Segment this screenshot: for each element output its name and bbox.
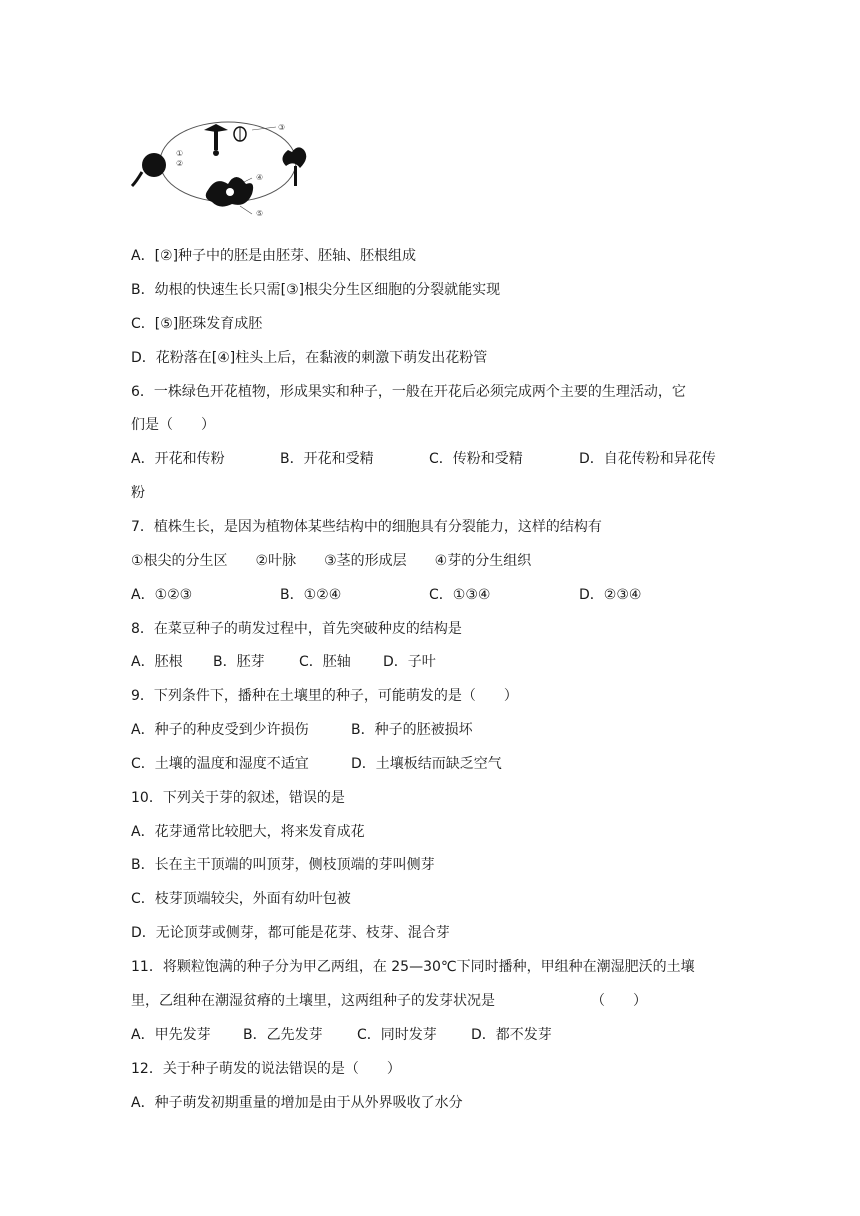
q5-option-c: C．[⑤]胚珠发育成胚 <box>131 316 263 332</box>
q6-option-a: A．开花和传粉 <box>131 451 225 467</box>
q7-option-b: B．①②④ <box>280 587 342 603</box>
q11-answer-paren: （ ） <box>591 993 647 1009</box>
label-2: ② <box>176 159 184 168</box>
q6-option-d-wrap: 粉 <box>131 485 145 501</box>
q6-stem: 6．一株绿色开花植物，形成果实和种子，一般在开花后必须完成两个主要的生理活动，它 <box>131 384 686 400</box>
q11-option-a: A．甲先发芽 <box>131 1027 211 1043</box>
q6-stem-cont: 们是（ ） <box>131 417 215 433</box>
adult-plant-figure <box>282 147 306 186</box>
q5-option-b: B．幼根的快速生长只需[③]根尖分生区细胞的分裂就能实现 <box>131 282 501 298</box>
q12-stem: 12．关于种子萌发的说法错误的是（ ） <box>131 1061 401 1077</box>
seed-figure <box>132 153 166 186</box>
q11-option-c: C．同时发芽 <box>357 1027 437 1043</box>
q9-option-d: D．土壤板结而缺乏空气 <box>351 756 502 772</box>
q8-option-d: D．子叶 <box>383 654 436 670</box>
label-5: ⑤ <box>256 209 264 218</box>
q7-option-a: A．①②③ <box>131 587 193 603</box>
q7-option-d: D．②③④ <box>579 587 642 603</box>
q5-option-a: A．[②]种子中的胚是由胚芽、胚轴、胚根组成 <box>131 248 417 264</box>
plant-life-cycle-diagram <box>128 110 328 220</box>
q9-option-c: C．土壤的温度和湿度不适宜 <box>131 756 309 772</box>
q11-stem: 11．将颗粒饱满的种子分为甲乙两组，在 25—30℃下同时播种，甲组种在潮湿肥沃的土壤 <box>131 959 695 975</box>
q11-option-b: B．乙先发芽 <box>243 1027 323 1043</box>
q9-stem: 9．下列条件下，播种在土壤里的种子，可能萌发的是（ ） <box>131 688 518 704</box>
q11-option-d: D．都不发芽 <box>471 1027 552 1043</box>
label-4: ④ <box>256 173 264 182</box>
q10-option-b: B．长在主干顶端的叫顶芽，侧枝顶端的芽叫侧芽 <box>131 857 435 873</box>
q7-stem: 7．植株生长，是因为植物体某些结构中的细胞具有分裂能力，这样的结构有 <box>131 519 602 535</box>
label-3: ③ <box>278 123 286 132</box>
q10-option-a: A．花芽通常比较肥大，将来发育成花 <box>131 824 365 840</box>
q8-stem: 8．在菜豆种子的萌发过程中，首先突破种皮的结构是 <box>131 621 462 637</box>
q7-items: ①根尖的分生区 ②叶脉 ③茎的形成层 ④芽的分生组织 <box>131 553 532 569</box>
q5-option-d: D．花粉落在[④]柱头上后，在黏液的刺激下萌发出花粉管 <box>131 350 488 366</box>
seedling-figure <box>204 124 246 156</box>
q10-option-d: D．无论顶芽或侧芽，都可能是花芽、枝芽、混合芽 <box>131 925 450 941</box>
q6-option-b: B．开花和受精 <box>280 451 374 467</box>
q10-option-c: C．枝芽顶端较尖，外面有幼叶包被 <box>131 891 351 907</box>
q7-option-c: C．①③④ <box>429 587 491 603</box>
q6-option-c: C．传粉和受精 <box>429 451 523 467</box>
q11-stem-cont: 里，乙组种在潮湿贫瘠的土壤里，这两组种子的发芽状况是 <box>131 993 495 1009</box>
q9-option-b: B．种子的胚被损坏 <box>351 722 473 738</box>
q8-option-c: C．胚轴 <box>299 654 351 670</box>
flower-figure <box>206 177 253 207</box>
label-1: ① <box>176 149 184 158</box>
q6-option-d: D．自花传粉和异花传 <box>579 451 716 467</box>
q9-option-a: A．种子的种皮受到少许损伤 <box>131 722 309 738</box>
q10-stem: 10．下列关于芽的叙述，错误的是 <box>131 790 345 806</box>
q12-option-a: A．种子萌发初期重量的增加是由于从外界吸收了水分 <box>131 1095 463 1111</box>
q8-option-a: A．胚根 <box>131 654 183 670</box>
q8-option-b: B．胚芽 <box>213 654 265 670</box>
